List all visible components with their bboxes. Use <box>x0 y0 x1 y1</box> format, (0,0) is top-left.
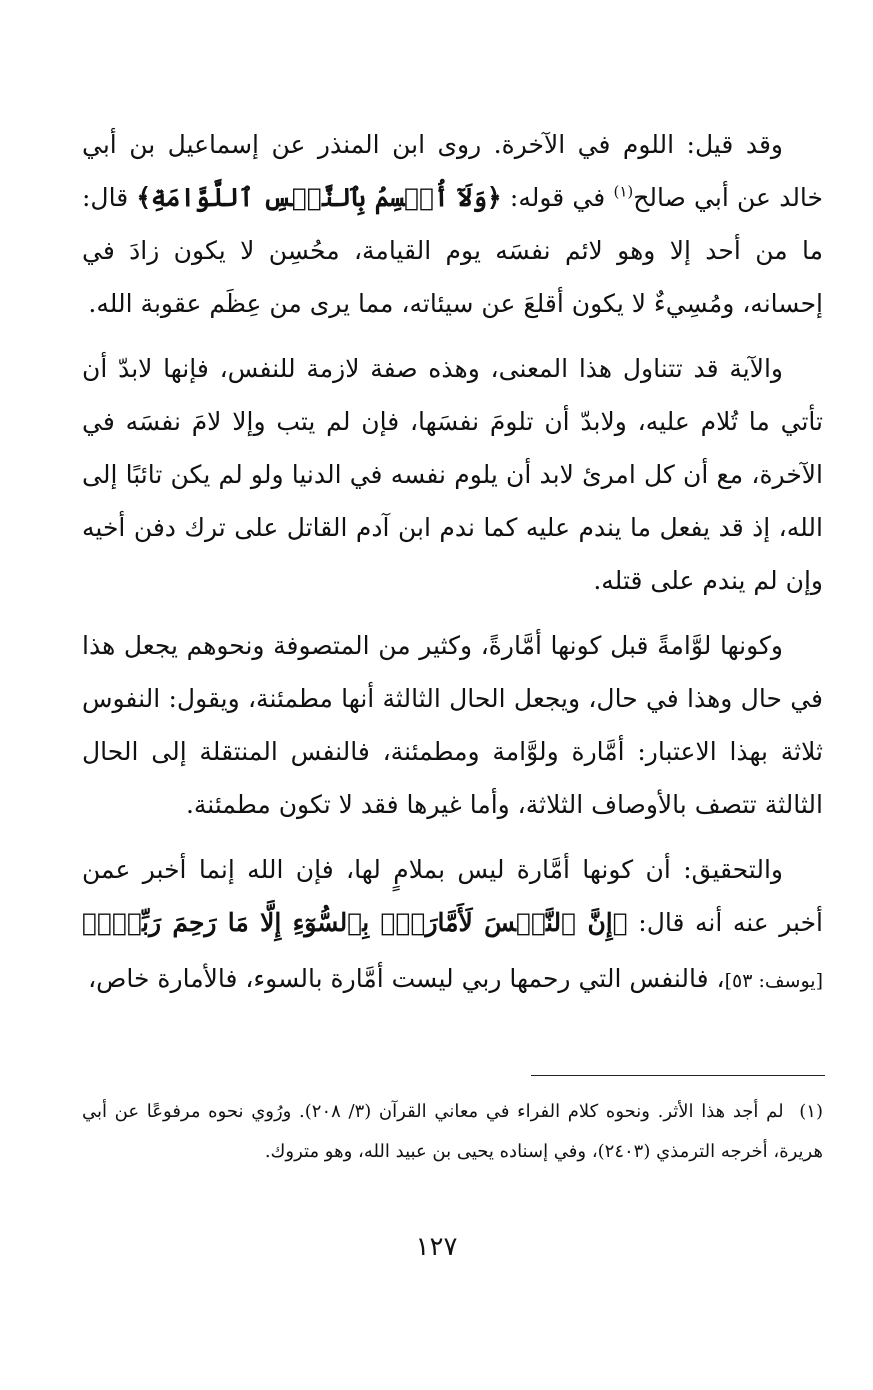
verse-reference: [يوسف: ٥٣] <box>724 970 823 992</box>
text-run: والتحقيق: أن كونها أمَّارة ليس بملامٍ لها، فإن الله إنما أخبر عمن أخبر عنه أنه قال: <box>82 855 823 937</box>
quran-verse: ﴿وَلَآ أُقۡسِمُ بِٱلنَّفۡسِ ٱللَّوَّامَةِ﴾ <box>136 183 502 212</box>
text-run: وكونها لوَّامةً قبل كونها أمَّارةً، وكثير من المتصوفة ونحوهم يجعل هذا في حال وهذا في حال، ويجعل الحال الثالثة أنها مطمئنة، ويقول: النفوس ثلاثة بهذا الاعتبار: أمَّارة ولوَّامة ومطمئنة، فالنفس المنتقلة إلى الحال الثالثة تتصف بالأوصاف الثلاثة، وأما غيرها فقد لا تكون مطمئنة. <box>82 631 824 819</box>
text-run: قال: ما من أحد إلا وهو لائم نفسَه يوم القيامة، محُسِن لا يكون زادَ في إحسانه، ومُسِيءٌ لا يكون أقلعَ عن سيئاته، مما يرى من عِظَم عقوبة الله. <box>82 183 823 318</box>
paragraph-2 <box>82 342 823 607</box>
text-run: في قوله: <box>501 183 614 212</box>
footnote-text: لم أجد هذا الأثر. ونحوه كلام الفراء في معاني القرآن (٣/ ٢٠٨). ورُوي نحوه مرفوعًا عن أبي هريرة، أخرجه الترمذي (٢٤٠٣)، وفي إسناده يحيى بن عبيد الله، وهو متروك. <box>82 1101 823 1162</box>
page-number: ١٢٧ <box>415 1232 458 1262</box>
main-text <box>82 118 823 1020</box>
footnote-number: (١) <box>799 1101 823 1122</box>
paragraph-4 <box>82 843 823 1008</box>
paragraph-1 <box>82 118 823 330</box>
footnotes <box>82 1092 823 1172</box>
footnote-divider <box>531 1075 825 1076</box>
text-run: ، فالنفس التي رحمها ربي ليست أمَّارة بالسوء، فالأمارة خاص، <box>88 964 725 993</box>
footnote-1 <box>82 1092 823 1172</box>
quran-verse: ﴿إِنَّ ٱلنَّفۡسَ لَأَمَّارَةُۢ بِٱلسُّوٓءِ إِلَّا مَا رَحِمَ رَبِّيٓۚ﴾ <box>82 908 628 937</box>
text-run: وقد قيل: اللوم في الآخرة. روى ابن المنذر عن إسماعيل بن أبي خالد عن أبي صالح <box>82 130 824 212</box>
paragraph-3 <box>82 619 823 831</box>
footnote-marker: (١) <box>613 182 634 201</box>
text-run: والآية قد تتناول هذا المعنى، وهذه صفة لازمة للنفس، فإنها لابدّ أن تأتي ما تُلام عليه، ولابدّ أن تلومَ نفسَها، فإن لم يتب وإلا لامَ نفسَه في الآخرة، مع أن كل امرئ لابد أن يلوم نفسه في الدنيا ولو لم يكن تائبًا إلى الله، إذ قد يفعل ما يندم عليه كما ندم ابن آدم القاتل على ترك دفن أخيه وإن لم يندم على قتله. <box>82 354 823 595</box>
